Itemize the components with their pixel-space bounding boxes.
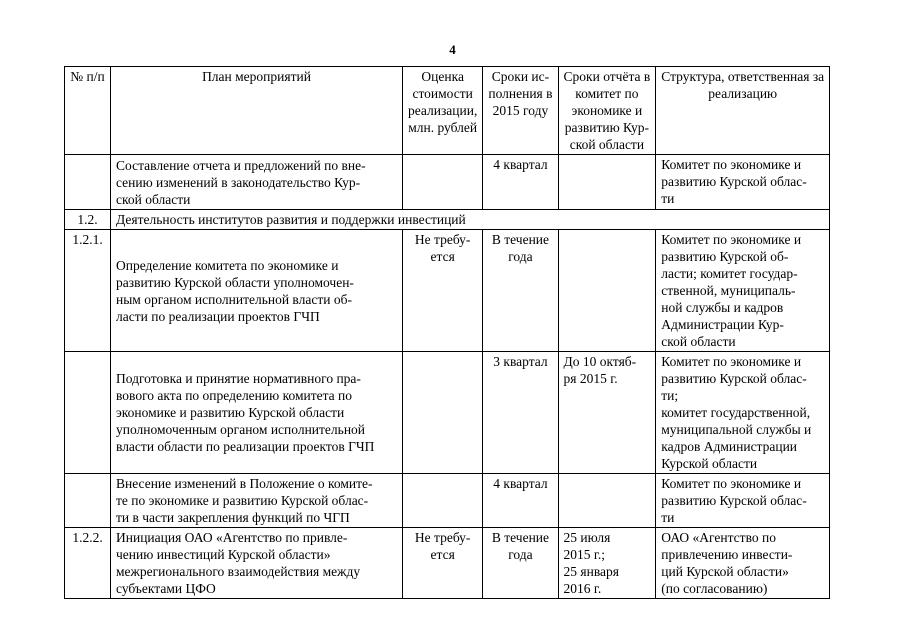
term-cell: 4 квартал (483, 474, 558, 528)
text-line: ласти; комитет государ- (661, 266, 798, 281)
plan-cell (111, 352, 403, 474)
table-row (65, 528, 830, 599)
table-row (65, 230, 830, 352)
text-line: В течение (491, 232, 550, 247)
text-line: ственной, муниципаль- (661, 283, 796, 298)
text-line: чению инвестиций Курской области» (116, 547, 331, 562)
header-report-term (558, 67, 656, 155)
text-line: Комитет по экономике и (661, 232, 802, 247)
text-line: Администрации Кур- (661, 317, 784, 332)
text-line: ной службы и кадров (661, 300, 784, 315)
text-line: власти области по реализации проектов ГЧП (116, 439, 375, 454)
text-line: 2016 г. (563, 581, 602, 596)
text-line: ской области (569, 137, 645, 152)
text-line: межрегионального взаимодействия между (116, 564, 361, 579)
table-header-row (65, 67, 830, 155)
row-number (65, 474, 111, 528)
text-line: Не требу- (414, 232, 471, 247)
report-cell (558, 474, 656, 528)
cost-cell (403, 352, 483, 474)
text-line: сению изменений в законодательство Кур- (116, 175, 361, 190)
text-line: ря 2015 г. (563, 371, 618, 386)
text-line: (по согласованию) (661, 581, 768, 596)
text-line: Оценка (421, 69, 464, 84)
text-line: ласти по реализации проектов ГЧП (116, 308, 320, 324)
report-cell (558, 155, 656, 210)
report-cell (558, 528, 656, 599)
text-line: Комитет по экономике и (661, 476, 802, 491)
text-line: ской области (116, 192, 191, 207)
text-line: ской области (661, 334, 736, 349)
text-line: Определение комитета по экономике и (116, 257, 339, 273)
plan-cell (111, 155, 403, 210)
text-line: Не требу- (414, 530, 471, 545)
term-cell (483, 528, 558, 599)
term-cell (483, 230, 558, 352)
text-line: развитию Курской облас- (661, 371, 807, 386)
text-line: ти; (661, 388, 679, 403)
text-line: До 10 октяб- (563, 354, 637, 369)
header-cost (403, 67, 483, 155)
text-line: комитет по (575, 86, 639, 101)
report-cell (558, 230, 656, 352)
row-number (65, 155, 111, 210)
text-line: кадров Администрации (661, 439, 798, 454)
text-line: реализацию (708, 86, 778, 101)
cost-cell (403, 474, 483, 528)
text-line: реализации, (408, 103, 478, 118)
text-line: экономике и (571, 103, 643, 118)
text-line: Внесение изменений в Положение о комите- (116, 476, 373, 491)
text-line: те по экономике и развитию Курской облас- (116, 493, 369, 508)
text-line: 2015 г.; (563, 547, 606, 562)
text-line: ти в части закрепления функций по ЧГП (116, 510, 350, 525)
text-line: ется (430, 249, 455, 264)
text-line: Сроки отчёта в (563, 69, 651, 84)
text-line: комитет государственной, (661, 405, 811, 420)
text-line: Комитет по экономике и (661, 354, 802, 369)
text-line: полнения в (488, 86, 553, 101)
cost-cell (403, 230, 483, 352)
plan-cell (111, 230, 403, 352)
section-number: 1.2. (65, 210, 111, 230)
text-line: развитию Кур- (564, 120, 650, 135)
text-line: ти (661, 510, 675, 525)
text-line: 2015 году (492, 103, 549, 118)
text-line: ным органом исполнительной власти об- (116, 291, 352, 307)
section-row (65, 210, 830, 230)
cost-cell (403, 528, 483, 599)
text-line: Сроки ис- (491, 69, 550, 84)
text-line: привлечению инвести- (661, 547, 793, 562)
table-row (65, 474, 830, 528)
text-line: развитию Курской об- (661, 249, 789, 264)
term-cell: 4 квартал (483, 155, 558, 210)
text-line: развитию Курской области уполномочен- (116, 274, 354, 290)
text-line: Структура, ответственная за (661, 69, 825, 84)
term-cell: 3 квартал (483, 352, 558, 474)
table-row (65, 352, 830, 474)
table-row (65, 155, 830, 210)
text-line: развитию Курской облас- (661, 493, 807, 508)
report-cell (558, 352, 656, 474)
responsible-cell (656, 528, 830, 599)
section-title: Деятельность институтов развития и поддержки инвестиций (111, 210, 830, 230)
text-line: Комитет по экономике и (661, 157, 802, 172)
text-line: уполномоченным органом исполнительной (116, 422, 366, 437)
text-line: стоимости (412, 86, 473, 101)
plan-cell (111, 528, 403, 599)
responsible-cell (656, 474, 830, 528)
responsible-cell (656, 155, 830, 210)
text-line: экономике и развитию Курской области (116, 405, 345, 420)
text-line: ется (430, 547, 455, 562)
text-line: Курской области (661, 456, 758, 471)
header-number: № п/п (65, 67, 111, 155)
text-line: 25 июля (563, 530, 611, 545)
text-line: Инициация ОАО «Агентство по привле- (116, 530, 348, 545)
text-line: ций Курской области» (661, 564, 789, 579)
row-number: 1.2.1. (65, 230, 111, 352)
header-plan: План мероприятий (111, 67, 403, 155)
responsible-cell (656, 352, 830, 474)
text-line: ОАО «Агентство по (661, 530, 776, 545)
text-line: развитию Курской облас- (661, 174, 807, 189)
page-number: 4 (449, 42, 456, 57)
cost-cell (403, 155, 483, 210)
text-line: Подготовка и принятие нормативного пра- (116, 371, 361, 386)
plan-cell (111, 474, 403, 528)
header-responsible (656, 67, 830, 155)
text-line: субъектами ЦФО (116, 581, 216, 596)
header-term (483, 67, 558, 155)
plan-table (64, 66, 830, 599)
text-line: года (508, 547, 533, 562)
text-line: В течение (491, 530, 550, 545)
text-line: муниципальной службы и (661, 422, 812, 437)
text-line: ти (661, 191, 675, 206)
row-number: 1.2.2. (65, 528, 111, 599)
text-line: 25 января (563, 564, 619, 579)
text-line: Составление отчета и предложений по вне- (116, 158, 366, 173)
text-line: года (508, 249, 533, 264)
responsible-cell (656, 230, 830, 352)
text-line: вового акта по определению комитета по (116, 388, 353, 403)
row-number (65, 352, 111, 474)
text-line: млн. рублей (408, 120, 478, 135)
